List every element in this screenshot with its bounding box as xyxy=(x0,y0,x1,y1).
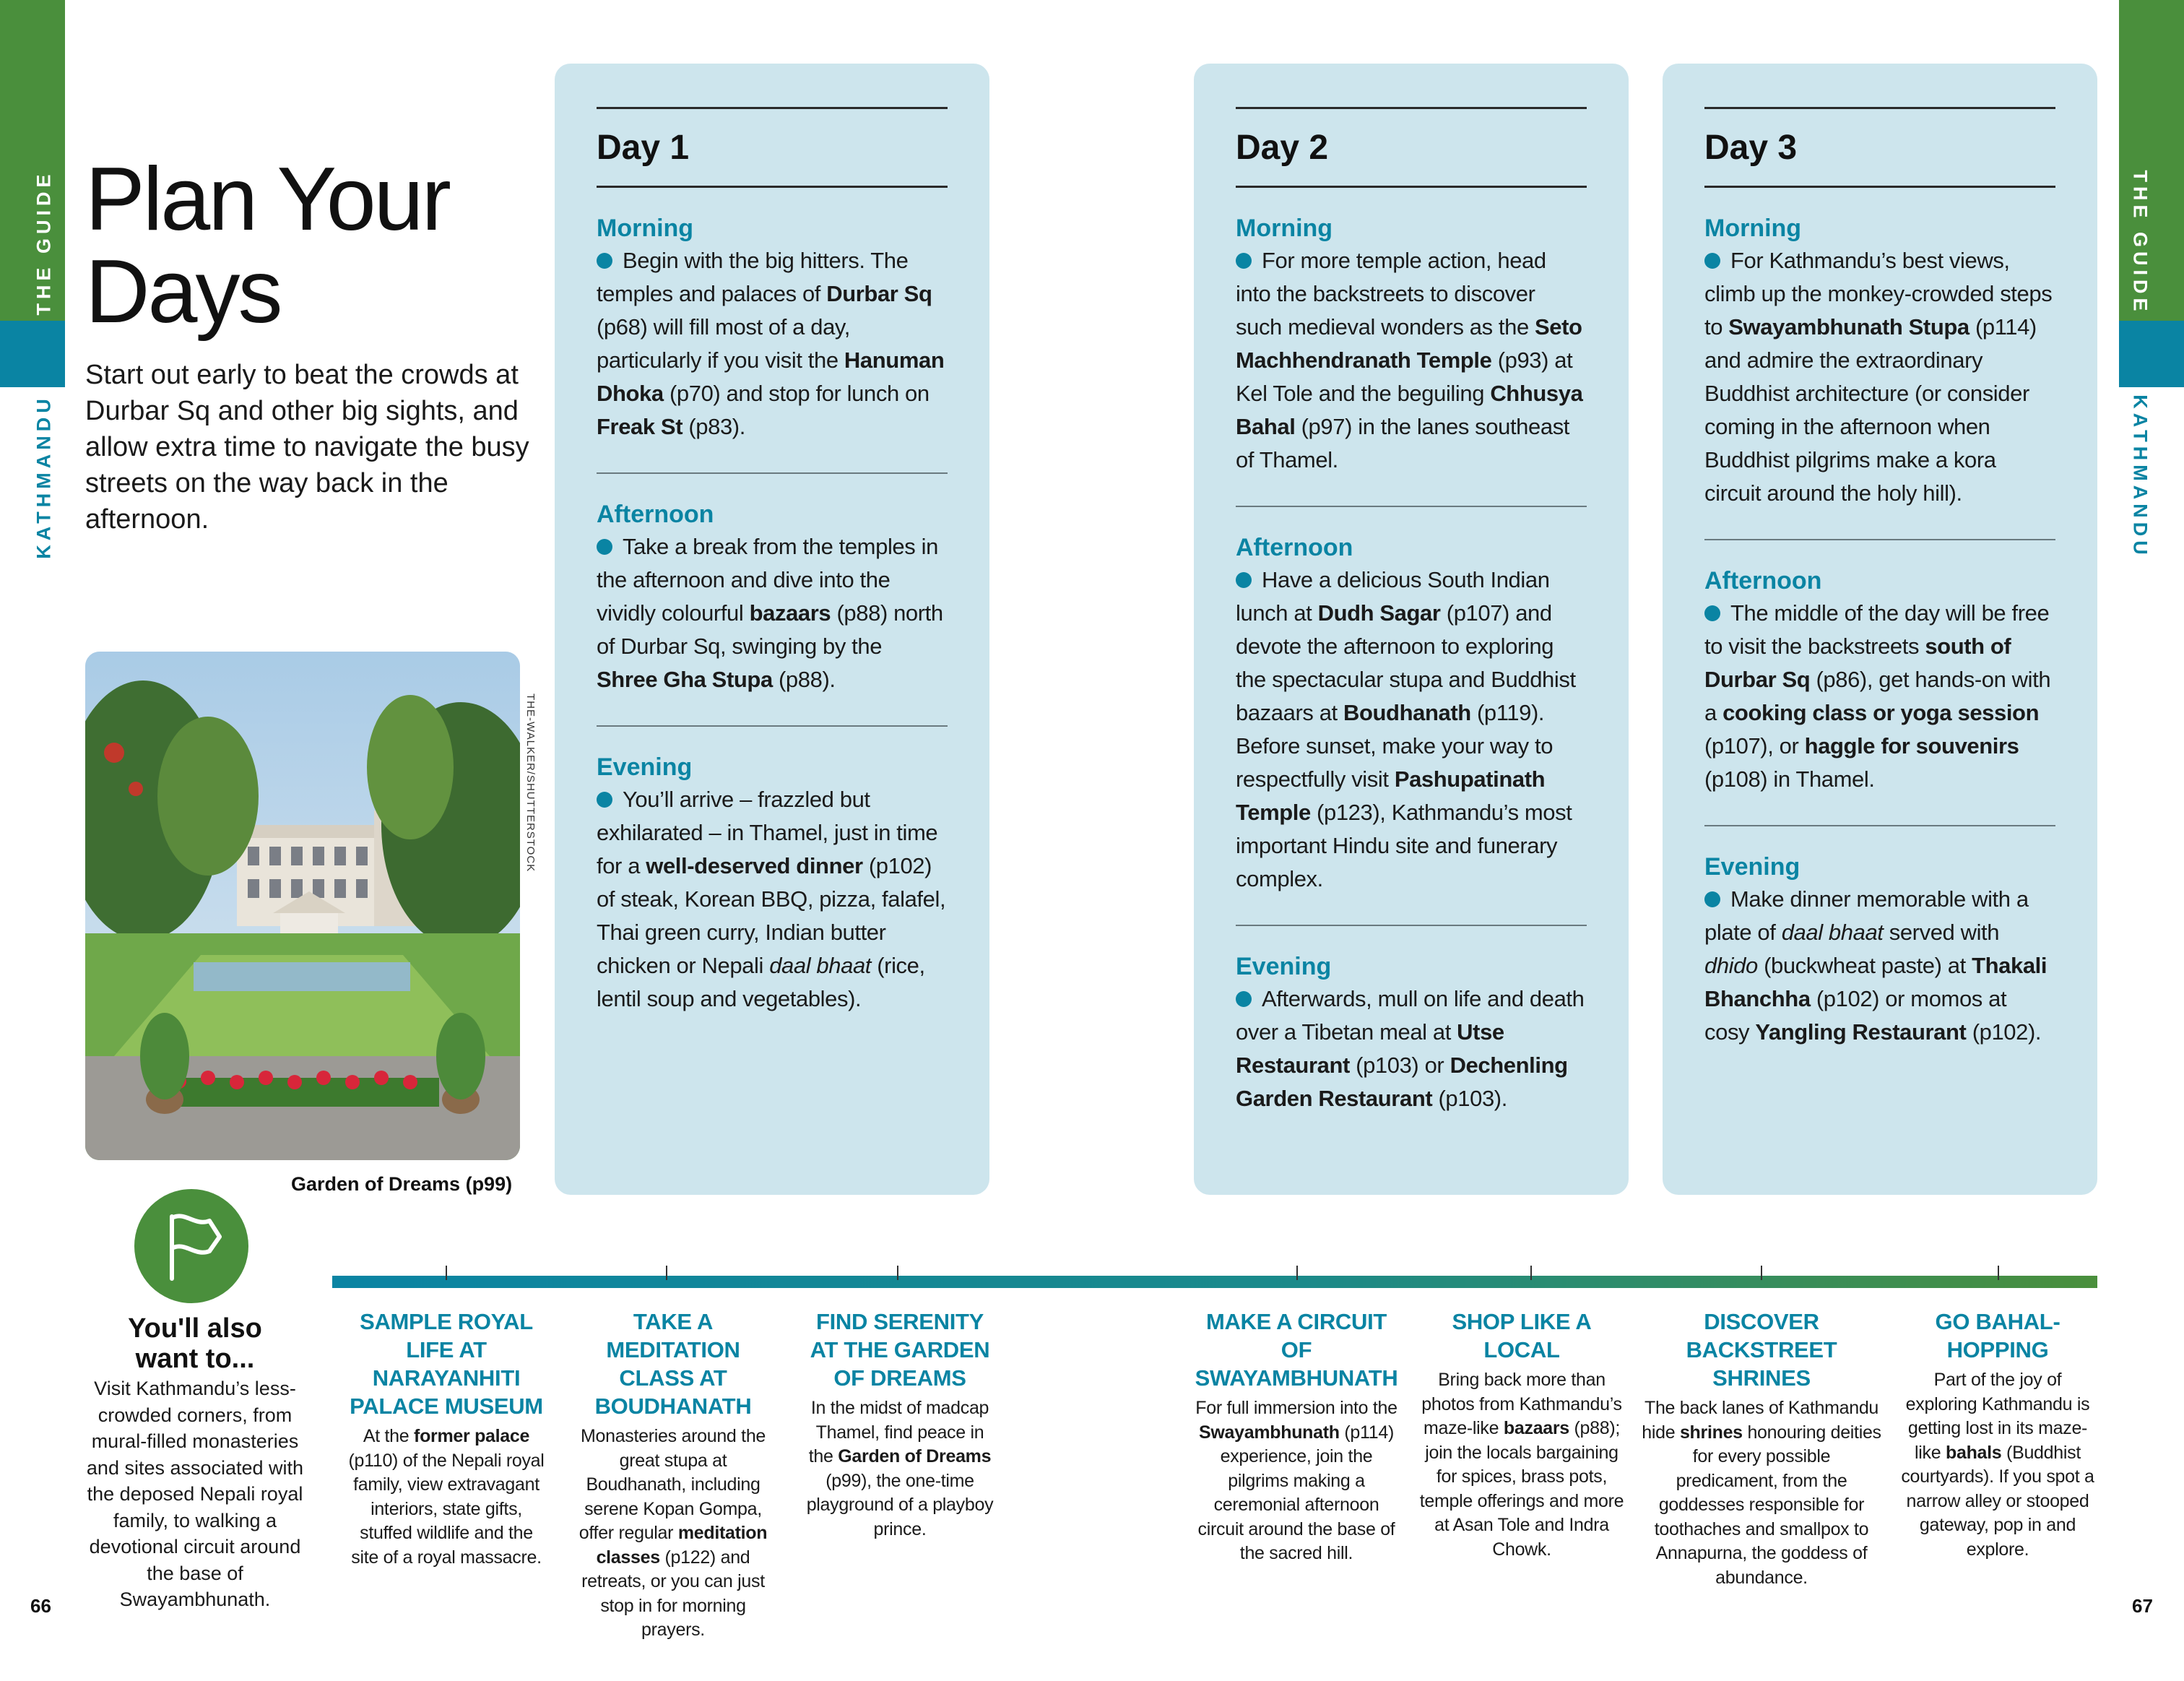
section-body: For more temple action, head into the backstreets to discover such medieval wonders as the Seto Machhendranath Temple (p93) at Kel Tole and the beguiling Chhusya Bahal (p97) in the lanes southeast of Thamel. xyxy=(1236,248,1583,472)
section-divider xyxy=(1236,506,1587,507)
section-body: Take a break from the temples in the afternoon and dive into the vividly colourful bazaars (p88) north of Durbar Sq, swinging by the Shree Gha Stupa (p88). xyxy=(597,534,943,692)
bullet-dot-icon xyxy=(597,539,612,555)
timeline-tick xyxy=(1530,1266,1532,1280)
timeline-item-text: For full immersion into the Swayambhunath (p114) experience, join the pilgrims making a ceremonial afternoon circuit around the base of the sacred hill. xyxy=(1195,1398,1398,1563)
day-section-evening xyxy=(1704,851,2055,1049)
timeline-tick xyxy=(1296,1266,1298,1280)
section-text xyxy=(1704,883,2055,1049)
section-heading: Evening xyxy=(1704,853,1800,881)
day-card-content xyxy=(1236,107,1587,1115)
bullet-dot-icon xyxy=(597,253,612,269)
bullet-dot-icon xyxy=(1236,991,1252,1007)
section-body: Afterwards, mull on life and death over a Tibetan meal at Utse Restaurant (p103) or Dechenling Garden Restaurant (p103). xyxy=(1236,986,1585,1111)
timeline-tick xyxy=(1998,1266,1999,1280)
section-text xyxy=(1704,244,2055,510)
timeline-item-title: SHOP LIKE A LOCAL xyxy=(1452,1309,1592,1362)
timeline-item-title: MAKE A CIRCUIT OF SWAYAMBHUNATH xyxy=(1195,1309,1398,1391)
day-section-morning xyxy=(1704,212,2055,510)
section-body: The middle of the day will be free to visit the backstreets south of Durbar Sq (p86), get hands-on with a cooking class or yoga session (p107), or haggle for souvenirs (p108) in Thamel. xyxy=(1704,600,2051,792)
garden-illustration xyxy=(85,652,520,1160)
timeline-item xyxy=(1641,1308,1882,1590)
section-heading: Evening xyxy=(1236,953,1332,980)
timeline-item-title: TAKE A MEDITATION CLASS AT BOUDHANATH xyxy=(594,1309,752,1419)
day-section-afternoon xyxy=(597,498,948,696)
section-divider xyxy=(1704,539,2055,540)
section-body: Begin with the big hitters. The temples and palaces of Durbar Sq (p68) will fill most of a day, particularly if you visit the Hanuman Dhoka (p70) and stop for lunch on Freak St (p83). xyxy=(597,248,945,439)
day-section-morning xyxy=(1236,212,1587,477)
divider xyxy=(1236,107,1587,109)
section-heading: Morning xyxy=(1236,215,1333,242)
section-text xyxy=(1236,563,1587,896)
intro-text: Start out early to beat the crowds at Durbar Sq and other big sights, and allow extra time to navigate the busy streets on the way back in the afternoon. xyxy=(85,360,529,535)
timeline-item-text: Bring back more than photos from Kathmandu’s maze-like bazaars (p88); join the locals bargaining for spices, brass pots, temple offerings and more at Asan Tole and Indra Chowk. xyxy=(1419,1370,1624,1560)
section-label-right: THE GUIDE xyxy=(2129,170,2152,316)
flag-icon xyxy=(134,1189,248,1303)
timeline-item xyxy=(1192,1308,1401,1566)
day-sections xyxy=(1236,212,1587,1115)
timeline-item-title: FIND SERENITY AT THE GARDEN OF DREAMS xyxy=(810,1309,990,1391)
section-heading: Afternoon xyxy=(1704,567,1822,595)
region-tab-right xyxy=(2119,321,2184,387)
section-text xyxy=(597,244,948,444)
section-divider xyxy=(1236,925,1587,926)
section-body: You’ll arrive – frazzled but exhilarated – in Thamel, just in time for a well-deserved dinner (p102) of steak, Korean BBQ, pizza, falafel, Thai green curry, Indian butter chicken or Nepali daal bhaat (rice, lentil soup and vegetables). xyxy=(597,787,946,1011)
also-title-line-2: want to... xyxy=(135,1344,255,1374)
section-heading: Evening xyxy=(597,753,693,781)
photo-credit: THE-WALKER/SHUTTERSTOCK xyxy=(524,693,537,873)
timeline-tick xyxy=(666,1266,667,1280)
divider xyxy=(1236,186,1587,188)
bullet-dot-icon xyxy=(1704,891,1720,907)
section-text xyxy=(597,530,948,696)
day-section-evening xyxy=(1236,951,1587,1115)
page-title xyxy=(85,150,449,342)
timeline-item-text: In the midst of madcap Thamel, find peace in the Garden of Dreams (p99), the one-time playground of a playboy prince. xyxy=(806,1398,994,1539)
section-divider xyxy=(597,725,948,727)
section-divider xyxy=(597,472,948,474)
bullet-dot-icon xyxy=(597,792,612,808)
timeline-item-text: Part of the joy of exploring Kathmandu is getting lost in its maze-like bahals (Buddhist courtyards). If you spot a narrow alley or stooped gateway, pop in and explore. xyxy=(1901,1370,2094,1560)
region-label-left: KATHMANDU xyxy=(32,394,55,559)
day-sections xyxy=(1704,212,2055,1049)
day-title: Day 2 xyxy=(1236,129,1329,167)
timeline-item xyxy=(568,1308,778,1643)
timeline-item xyxy=(806,1308,994,1542)
section-heading: Afternoon xyxy=(1236,534,1353,561)
section-body: Make dinner memorable with a plate of daal bhaat served with dhido (buckwheat paste) at Thakali Bhanchha (p102) or momos at cosy Yangling Restaurant (p102). xyxy=(1704,886,2048,1045)
divider xyxy=(597,186,948,188)
divider xyxy=(1704,186,2055,188)
day-card-2 xyxy=(1194,64,1629,1195)
day-title: Day 1 xyxy=(597,129,690,167)
photo-caption: Garden of Dreams (p99) xyxy=(291,1173,513,1195)
timeline-item-title: SAMPLE ROYAL LIFE AT NARAYANHITI PALACE MUSEUM xyxy=(350,1309,543,1419)
timeline-item xyxy=(1417,1308,1626,1562)
region-label-right: KATHMANDU xyxy=(2129,394,2152,559)
day-section-morning xyxy=(597,212,948,444)
page-number-left: 66 xyxy=(30,1595,51,1617)
day-sections xyxy=(597,212,948,1016)
timeline-item-text: The back lanes of Kathmandu hide shrines honouring deities for every possible predicament, from the goddesses responsible for toothaches and smallpox to Annapurna, the goddess of abundance. xyxy=(1642,1398,1881,1588)
divider xyxy=(1704,107,2055,109)
day-section-afternoon xyxy=(1236,532,1587,896)
timeline-item-text: Monasteries around the great stupa at Boudhanath, including serene Kopan Gompa, offer regular meditation classes (p122) and retreats, or you can just stop in for morning prayers. xyxy=(578,1426,768,1640)
timeline-item-title: GO BAHAL-HOPPING xyxy=(1935,1309,2060,1362)
timeline-bar xyxy=(332,1276,2097,1288)
bullet-dot-icon xyxy=(1236,572,1252,588)
timeline-item xyxy=(345,1308,547,1570)
timeline-item-title: DISCOVER BACKSTREET SHRINES xyxy=(1686,1309,1837,1391)
section-heading: Morning xyxy=(1704,215,1802,242)
day-card-1 xyxy=(555,64,989,1195)
day-card-content xyxy=(1704,107,2055,1049)
section-text xyxy=(1704,597,2055,796)
section-heading: Afternoon xyxy=(597,501,714,528)
timeline-tick xyxy=(897,1266,898,1280)
section-text xyxy=(597,783,948,1016)
region-tab-left xyxy=(0,321,65,387)
timeline-item xyxy=(1897,1308,2099,1562)
section-text xyxy=(1236,244,1587,477)
timeline-tick xyxy=(446,1266,447,1280)
page-number-right: 67 xyxy=(2132,1595,2153,1617)
day-section-afternoon xyxy=(1704,565,2055,796)
flag-badge xyxy=(134,1189,248,1303)
section-body: For Kathmandu’s best views, climb up the monkey-crowded steps to Swayambhunath Stupa (p114) and admire the extraordinary Buddhist architecture (or consider coming in the afternoon when Buddhist pilgrims make a kora circuit around the holy hill). xyxy=(1704,248,2053,506)
section-heading: Morning xyxy=(597,215,694,242)
timeline-item-text: At the former palace (p110) of the Nepali royal family, view extravagant interiors, state gifts, stuffed wildlife and the site of a royal massacre. xyxy=(348,1426,545,1568)
day-title: Day 3 xyxy=(1704,129,1798,167)
section-body: Have a delicious South Indian lunch at Dudh Sagar (p107) and devote the afternoon to exploring the spectacular stupa and Buddhist bazaars at Boudhanath (p119). Before sunset, make your way to respectfully visit Pashupatinath Temple (p123), Kathmandu’s most important Hindu site and funerary complex. xyxy=(1236,567,1576,891)
section-divider xyxy=(1704,825,2055,826)
timeline-tick xyxy=(1761,1266,1762,1280)
bullet-dot-icon xyxy=(1236,253,1252,269)
bullet-dot-icon xyxy=(1704,605,1720,621)
garden-photo xyxy=(85,652,520,1160)
title-line-2: Days xyxy=(85,242,281,342)
day-card-content xyxy=(597,107,948,1016)
section-label-left: THE GUIDE xyxy=(32,170,55,316)
title-line-1: Plan Your xyxy=(85,150,449,249)
also-title-line-1: You'll also xyxy=(128,1313,262,1344)
divider xyxy=(597,107,948,109)
day-card-3 xyxy=(1663,64,2097,1195)
also-description: Visit Kathmandu’s less-crowded corners, from mural-filled monasteries and sites associated with the deposed Nepali royal family, to walking a devotional circuit around the base of Swayambhunath. xyxy=(86,1378,304,1610)
bullet-dot-icon xyxy=(1704,253,1720,269)
section-text xyxy=(1236,982,1587,1115)
also-title xyxy=(79,1313,311,1374)
day-section-evening xyxy=(597,751,948,1016)
